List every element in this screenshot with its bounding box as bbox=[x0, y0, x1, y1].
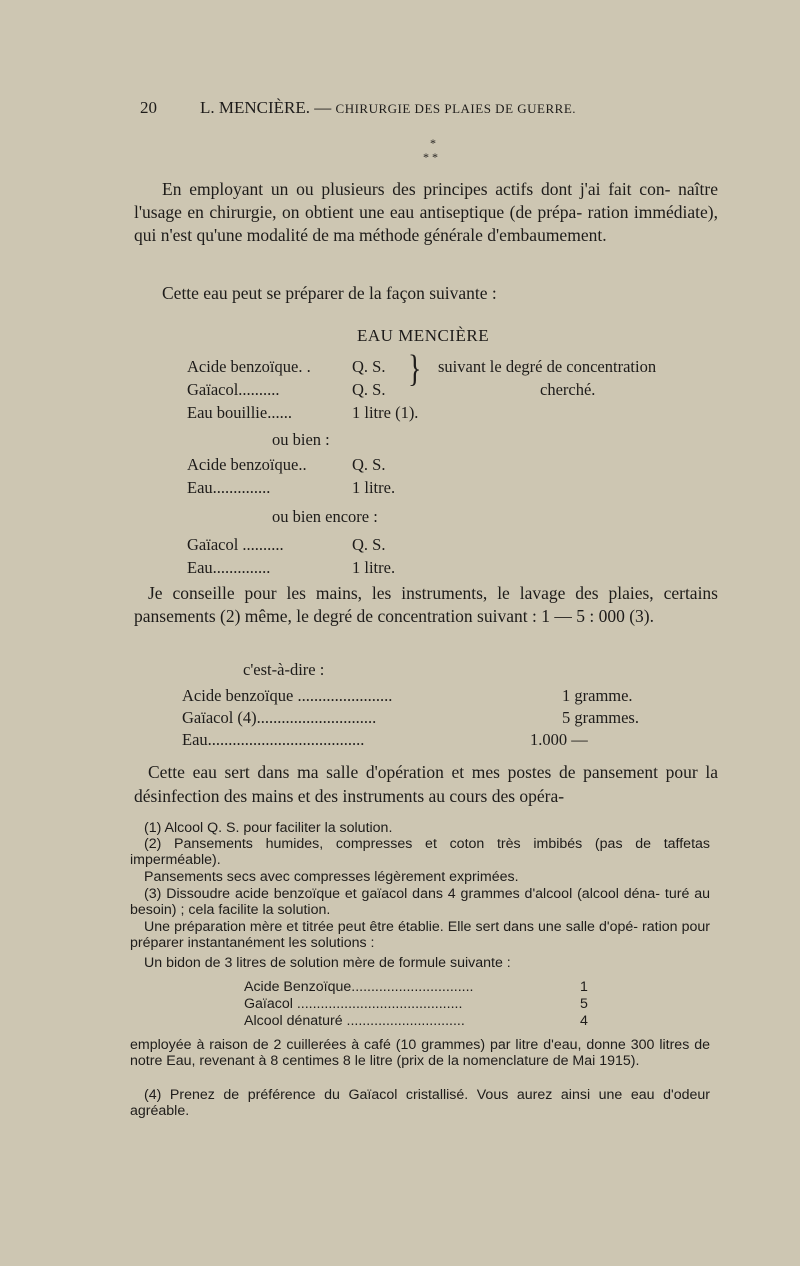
running-header bbox=[140, 98, 576, 118]
formula2-qty: 1 litre. bbox=[352, 478, 396, 497]
formula2-name: Eau.............. bbox=[187, 478, 271, 497]
formula1-name: Acide benzoïque. . bbox=[187, 357, 311, 376]
cest-a-dire: c'est-à-dire : bbox=[243, 660, 325, 679]
or-label: ou bien encore : bbox=[272, 507, 378, 526]
footnote-3b: Une préparation mère et titrée peut être établie. Elle sert dans une salle d'opé- ration pour préparer instantanément les solutions : bbox=[130, 919, 710, 952]
formula-title: EAU MENCIÈRE bbox=[357, 326, 490, 345]
mother-qty: 5 bbox=[580, 996, 588, 1012]
footnote-2b: Pansements secs avec compresses légèrement exprimées. bbox=[144, 869, 519, 885]
mother-name: Acide Benzoïque............................... bbox=[244, 979, 474, 995]
dose-name: Gaïacol (4)............................. bbox=[182, 708, 377, 727]
footnote-3d: employée à raison de 2 cuillerées à café (10 grammes) par litre d'eau, donne 300 litres de notre Eau, revenant à 8 centimes 8 le litre (prix de la nomenclature de Mai 1915). bbox=[130, 1037, 710, 1070]
closing-paragraph: Cette eau sert dans ma salle d'opération et mes postes de pansement pour la désinfection des mains et des instruments au cours des opéra- bbox=[134, 762, 718, 806]
footnote-4: (4) Prenez de préférence du Gaïacol cristallisé. Vous aurez ainsi une eau d'odeur agréable. bbox=[130, 1087, 710, 1120]
or-label: ou bien : bbox=[272, 430, 330, 449]
mother-qty: 1 bbox=[580, 979, 588, 995]
formula3-qty: 1 litre. bbox=[352, 558, 396, 577]
intro-paragraph-2: Cette eau peut se préparer de la façon suivante : bbox=[162, 283, 497, 303]
dose-name: Acide benzoïque ....................... bbox=[182, 686, 393, 705]
brace-note: suivant le degré de concentration bbox=[438, 357, 657, 376]
brace-symbol: } bbox=[408, 348, 422, 391]
asterism-bottom: * * bbox=[423, 150, 438, 164]
dose-qty: 1.000 — bbox=[530, 730, 588, 749]
intro-paragraph: En employant un ou plusieurs des principes actifs dont j'ai fait con- naître l'usage en chirurgie, on obtient une eau antiseptique (de prépa- ration immédiate), qui n'est qu'une modalité de ma méthode générale d'embaumement. bbox=[134, 179, 718, 245]
advice-paragraph: Je conseille pour les mains, les instruments, le lavage des plaies, certains pansements (2) même, le degré de concentration suivant : 1 — 5 : 000 (3). bbox=[134, 583, 718, 626]
formula1-qty: 1 litre (1). bbox=[352, 403, 419, 422]
mother-name: Gaïacol .......................................... bbox=[244, 996, 463, 1012]
formula3-name: Gaïacol .......... bbox=[187, 535, 284, 554]
dose-qty: 1 gramme. bbox=[562, 686, 633, 705]
footnote-2: (2) Pansements humides, compresses et coton très imbibés (pas de taffetas imperméable). bbox=[130, 836, 710, 869]
mother-qty: 4 bbox=[580, 1013, 588, 1029]
footnote-3c: Un bidon de 3 litres de solution mère de formule suivante : bbox=[144, 955, 511, 971]
formula3-name: Eau.............. bbox=[187, 558, 271, 577]
formula1-qty: Q. S. bbox=[352, 357, 386, 376]
header-author: L. MENCIÈRE. — bbox=[200, 98, 332, 117]
asterism-top: * bbox=[430, 136, 436, 150]
mother-name: Alcool dénaturé .............................. bbox=[244, 1013, 465, 1029]
page-number: 20 bbox=[140, 98, 157, 117]
header-title: CHIRURGIE DES PLAIES DE GUERRE. bbox=[335, 101, 577, 116]
dose-qty: 5 grammes. bbox=[562, 708, 639, 727]
formula1-qty: Q. S. bbox=[352, 380, 386, 399]
footnote-1: (1) Alcool Q. S. pour faciliter la solution. bbox=[144, 820, 393, 836]
formula3-qty: Q. S. bbox=[352, 535, 386, 554]
dose-name: Eau...................................... bbox=[182, 730, 365, 749]
footnote-3: (3) Dissoudre acide benzoïque et gaïacol dans 4 grammes d'alcool (alcool déna- turé au besoin) ; cela facilite la solution. bbox=[130, 886, 710, 919]
brace-note: cherché. bbox=[540, 380, 596, 399]
formula2-qty: Q. S. bbox=[352, 455, 386, 474]
formula1-name: Gaïacol.......... bbox=[187, 380, 280, 399]
formula2-name: Acide benzoïque.. bbox=[187, 455, 307, 474]
formula1-name: Eau bouillie...... bbox=[187, 403, 292, 422]
